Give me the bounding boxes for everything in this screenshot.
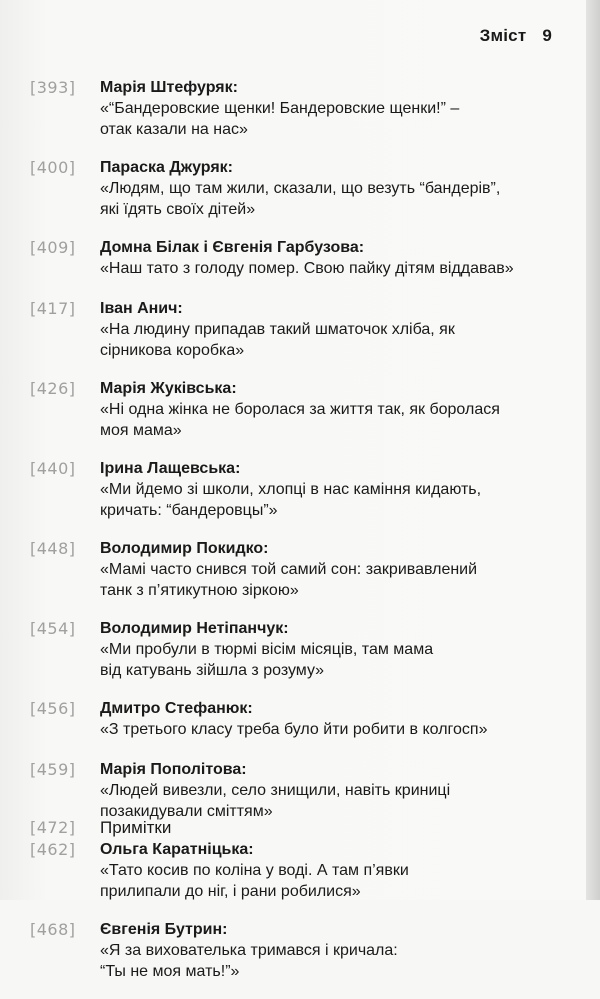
toc-page-ref: [393] bbox=[30, 78, 76, 97]
toc-page-ref: [456] bbox=[30, 699, 76, 718]
toc-entry[interactable] bbox=[30, 237, 540, 281]
toc-entry[interactable] bbox=[30, 919, 540, 982]
toc-entry[interactable] bbox=[30, 618, 540, 681]
toc-quote-line: сірникова коробка» bbox=[100, 342, 245, 359]
toc-page-ref: [426] bbox=[30, 379, 76, 398]
toc-quote-line: «Ми йдемо зі школи, хлопці в нас каміння кидають, bbox=[100, 481, 482, 498]
toc-page-ref: [417] bbox=[30, 299, 76, 318]
toc-page-ref: [409] bbox=[30, 238, 76, 257]
toc-entry[interactable] bbox=[30, 378, 540, 441]
toc-quote-line: «З третього класу треба було йти робити в колгосп» bbox=[100, 721, 488, 738]
toc-page-ref: [440] bbox=[30, 459, 76, 478]
toc-quote-line: «На людину припадав такий шматочок хліба, як bbox=[100, 321, 455, 338]
toc-author: Володимир Нетіпанчук: bbox=[100, 620, 289, 637]
page-number: 9 bbox=[542, 26, 552, 45]
toc-author: Параска Джуряк: bbox=[100, 159, 233, 176]
toc-author: Домна Білак і Євгенія Гарбузова: bbox=[100, 239, 365, 256]
toc-quote-line: прилипали до ніг, і рани робилися» bbox=[100, 883, 361, 900]
toc-quote-line: які їдять своїх дітей» bbox=[100, 201, 256, 218]
toc-page-ref: [448] bbox=[30, 539, 76, 558]
toc-entry[interactable] bbox=[30, 538, 540, 601]
section-title: Зміст bbox=[479, 26, 527, 45]
toc-entry[interactable] bbox=[30, 77, 540, 140]
toc-quote-line: кричать: “бандеровцы”» bbox=[100, 502, 278, 519]
toc-page-ref: [462] bbox=[30, 840, 76, 859]
toc-quote-line: “Ты не моя мать!”» bbox=[100, 963, 240, 980]
toc-quote-line: «Тато косив по коліна у воді. А там п’явки bbox=[100, 862, 409, 879]
toc-quote-line: «Людей вивезли, село знищили, навіть криниці bbox=[100, 782, 451, 799]
toc-quote-line: «Мамі часто снився той самий сон: закривавлений bbox=[100, 561, 478, 578]
toc-entry[interactable] bbox=[30, 458, 540, 521]
page-spine-shadow bbox=[586, 0, 600, 900]
toc-quote-line: «Я за вихователька тримався і кричала: bbox=[100, 942, 398, 959]
toc-quote-line: отак казали на нас» bbox=[100, 121, 248, 138]
toc-entries bbox=[30, 77, 540, 999]
toc-page-ref: [454] bbox=[30, 619, 76, 638]
toc-entry[interactable] bbox=[30, 759, 540, 822]
toc-quote-line: від катувань зійшла з розуму» bbox=[100, 662, 325, 679]
toc-author: Дмитро Стефанюк: bbox=[100, 700, 253, 717]
toc-page-ref: [459] bbox=[30, 760, 76, 779]
toc-quote-line: моя мама» bbox=[100, 422, 182, 439]
toc-entry[interactable] bbox=[30, 298, 540, 361]
toc-author: Марія Жуківська: bbox=[100, 380, 237, 397]
notes-label: Примітки bbox=[100, 818, 172, 837]
toc-author: Євгенія Бутрин: bbox=[100, 921, 228, 938]
toc-quote-line: танк з п’ятикутною зіркою» bbox=[100, 582, 299, 599]
toc-author: Марія Пополітова: bbox=[100, 761, 247, 778]
toc-quote-line: «Ми пробули в тюрмі вісім місяців, там мама bbox=[100, 641, 434, 658]
toc-entry[interactable] bbox=[30, 839, 540, 902]
toc-quote-line: «“Бандеровские щенки! Бандеровские щенки!” – bbox=[100, 100, 460, 117]
toc-author: Іван Анич: bbox=[100, 300, 183, 317]
toc-notes-entry[interactable] bbox=[30, 818, 171, 838]
toc-quote-line: «Наш тато з голоду помер. Свою пайку дітям віддавав» bbox=[100, 260, 514, 277]
toc-entry[interactable] bbox=[30, 698, 540, 742]
toc-quote-line: позакидували сміттям» bbox=[100, 803, 273, 820]
toc-author: Ірина Лащевська: bbox=[100, 460, 241, 477]
toc-quote-line: «Людям, що там жили, сказали, що везуть “бандерів”, bbox=[100, 180, 501, 197]
toc-page-ref: [468] bbox=[30, 920, 76, 939]
toc-quote-line: «Ні одна жінка не боролася за життя так, як боролася bbox=[100, 401, 500, 418]
toc-author: Марія Штефуряк: bbox=[100, 79, 238, 96]
toc-entry[interactable] bbox=[30, 157, 540, 220]
toc-page-ref: [400] bbox=[30, 158, 76, 177]
toc-author: Володимир Покидко: bbox=[100, 540, 269, 557]
toc-author: Ольга Каратніцька: bbox=[100, 841, 254, 858]
notes-page-ref: [472] bbox=[30, 818, 76, 837]
running-head bbox=[480, 26, 552, 46]
